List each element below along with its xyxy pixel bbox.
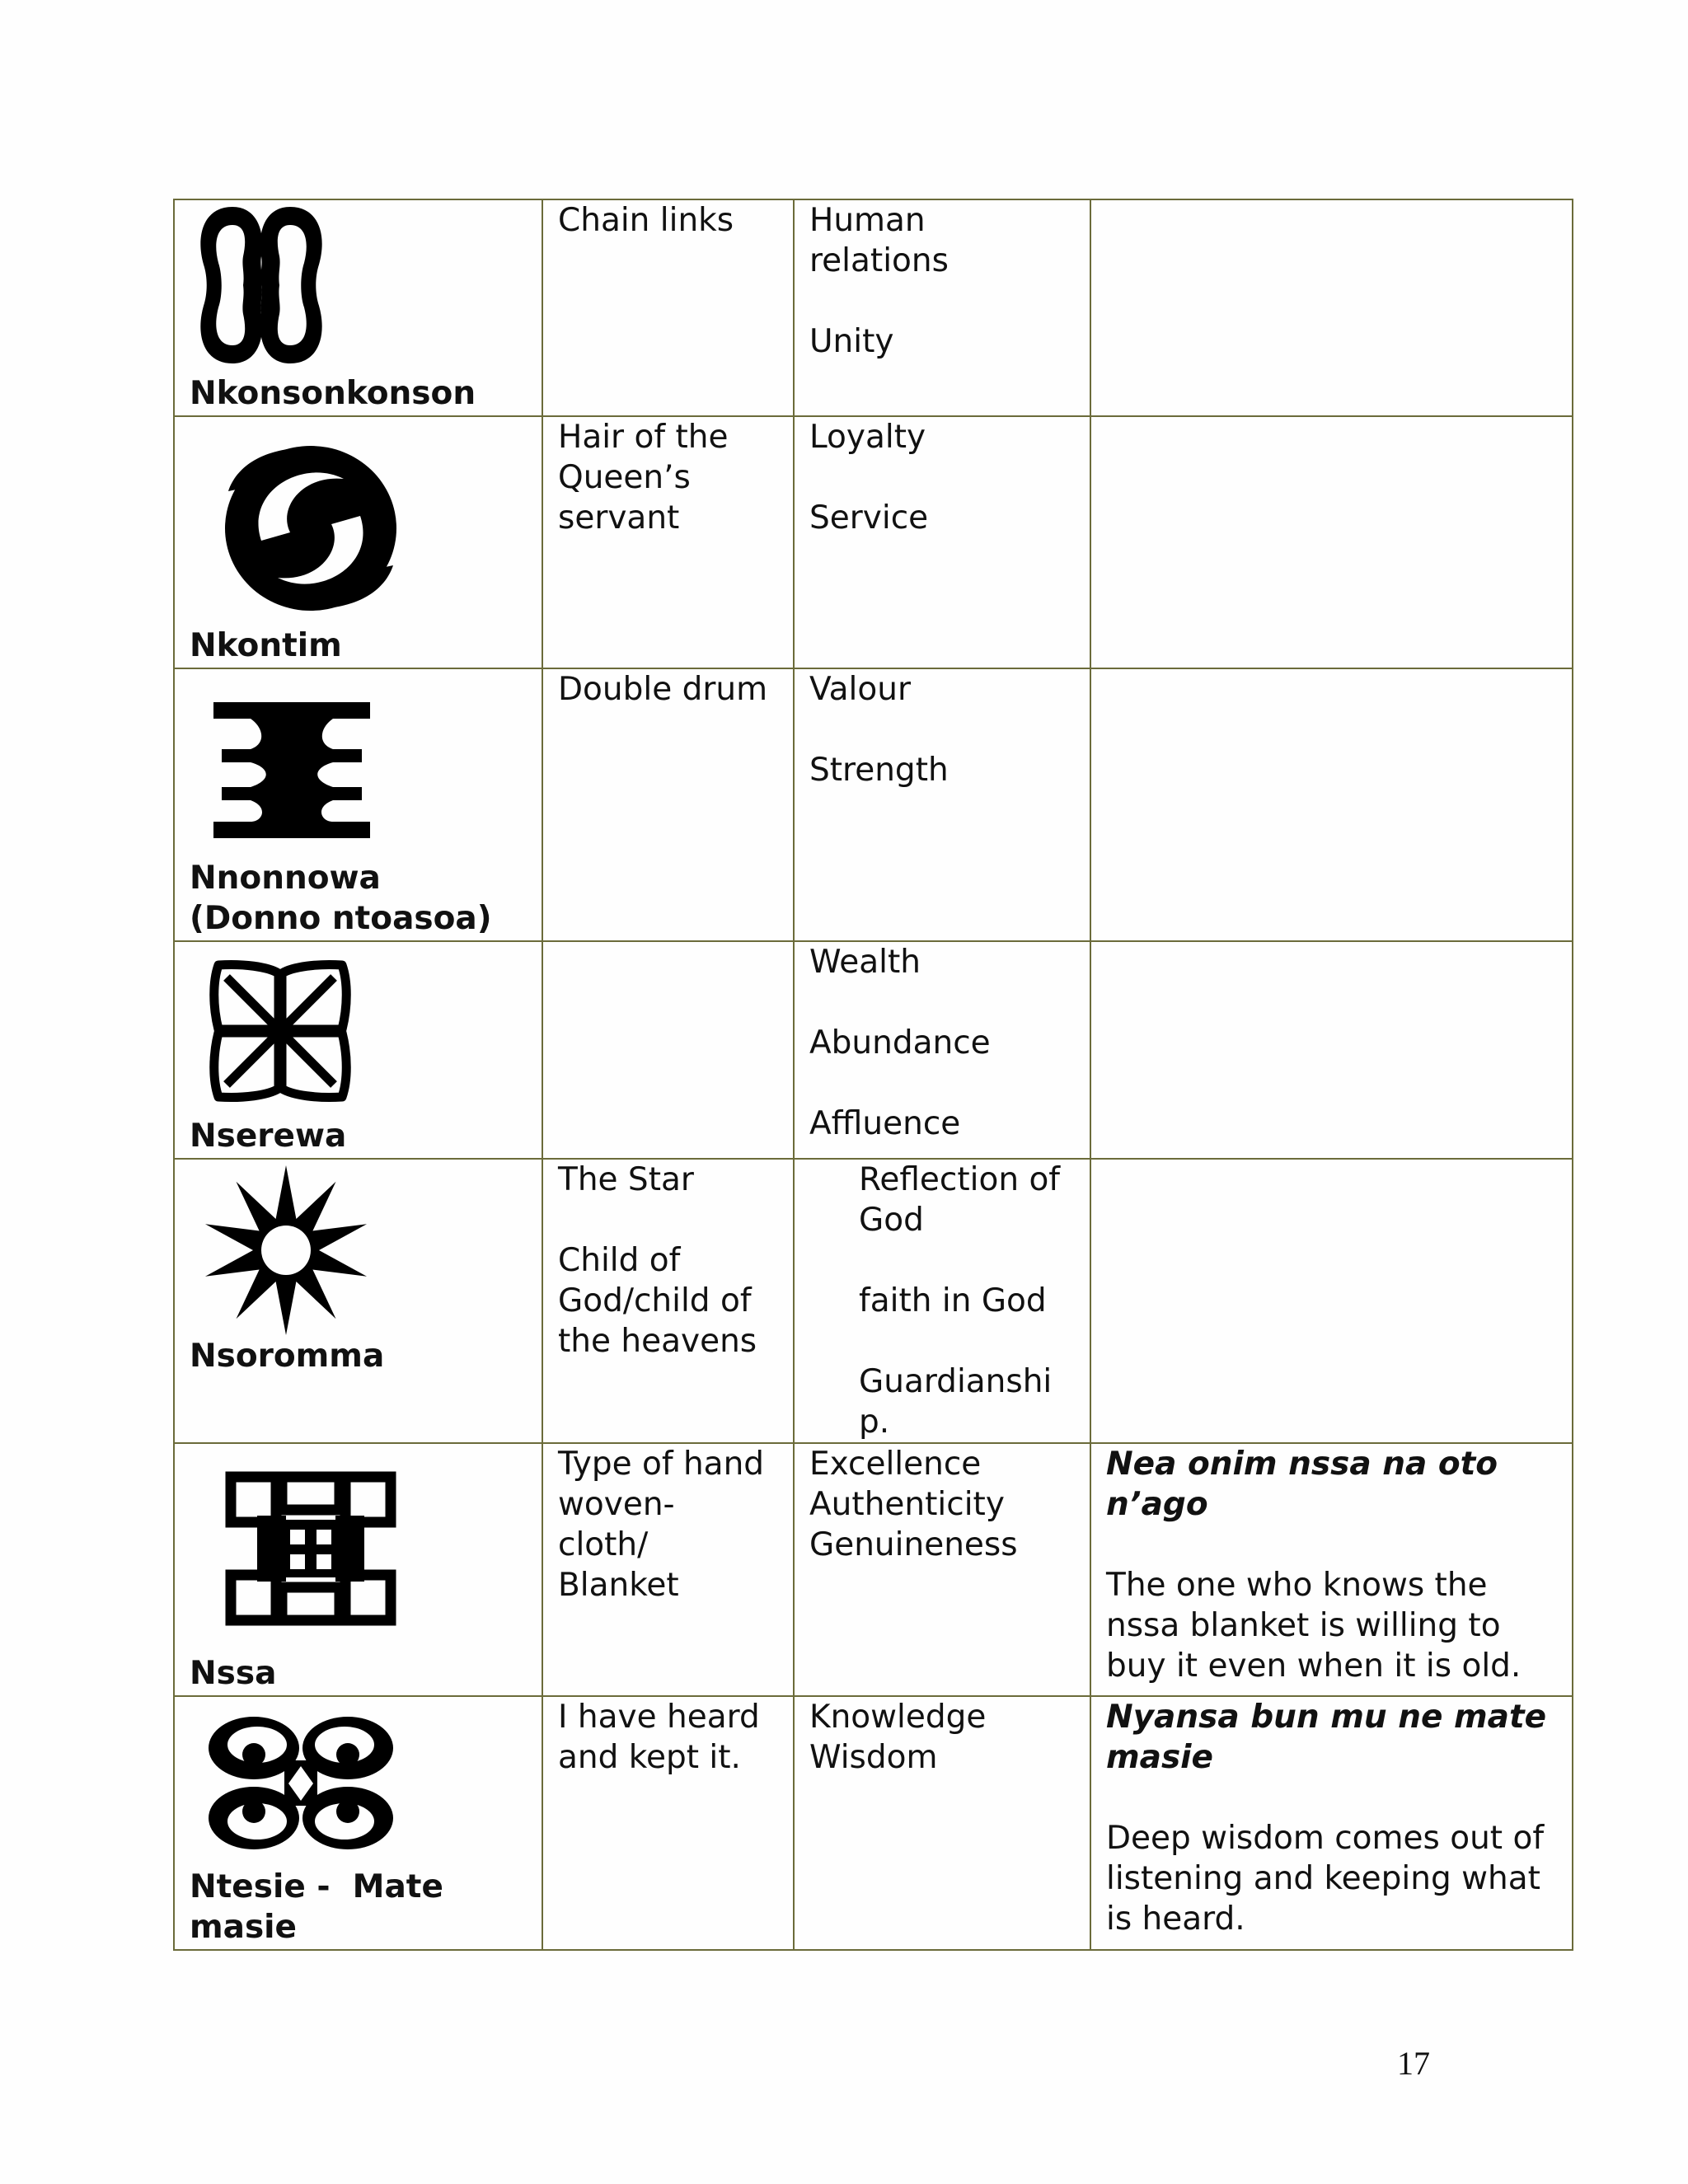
meaning-line: Unity (809, 323, 894, 360)
meaning-line: Human relations (809, 202, 949, 279)
proverb-translation: The one who knows the nssa blanket is willing to buy it even when it is old. (1106, 1567, 1522, 1685)
adinkra-symbols-table (173, 199, 1573, 1951)
chain-links-icon (195, 207, 327, 363)
symbol-cell (174, 668, 542, 941)
star-icon (191, 1164, 381, 1337)
table-row (174, 416, 1573, 668)
literal-meaning: Chain links (558, 202, 734, 239)
proverb-cell (1090, 668, 1573, 941)
four-ears-icon (206, 1715, 396, 1851)
literal-cell (542, 416, 794, 668)
woven-cloth-icon (224, 1470, 397, 1627)
meaning-cell (794, 1443, 1090, 1696)
table-row (174, 1443, 1573, 1696)
symbol-cell (174, 941, 542, 1159)
meaning-line: Knowledge Wisdom (809, 1699, 987, 1776)
literal-meaning: The Star (558, 1161, 694, 1198)
proverb-cell (1090, 416, 1573, 668)
literal-cell (542, 941, 794, 1159)
table-row (174, 1696, 1573, 1950)
meaning-cell (794, 668, 1090, 941)
meaning-line: Valour (809, 671, 911, 708)
proverb-cell (1090, 199, 1573, 416)
table-row (174, 1159, 1573, 1443)
meaning-line: Affluence (809, 1105, 961, 1142)
proverb-cell (1090, 1696, 1573, 1950)
literal-meaning: I have heard and kept it. (558, 1699, 760, 1776)
symbol-cell (174, 1159, 542, 1443)
table-row (174, 199, 1573, 416)
symbol-name: Nnonnowa (Donno ntoasoa) (190, 860, 492, 937)
literal-cell (542, 1443, 794, 1696)
literal-meaning: Hair of the Queen’s servant (558, 419, 729, 537)
literal-meaning-2: Child of God/child of the heavens (558, 1242, 757, 1360)
meaning-cell (794, 416, 1090, 668)
symbol-cell (174, 199, 542, 416)
spiral-hair-icon (212, 442, 410, 615)
meaning-line: Reflection of God (859, 1161, 1061, 1239)
proverb-translation: Deep wisdom comes out of listening and keeping what is heard. (1106, 1820, 1545, 1938)
meaning-line: Strength (809, 752, 949, 789)
proverb-cell (1090, 1159, 1573, 1443)
literal-cell (542, 1696, 794, 1950)
proverb-text: Nyansa bun mu ne mate masie (1106, 1699, 1547, 1776)
symbol-name: Nssa (190, 1655, 277, 1692)
literal-cell (542, 199, 794, 416)
meaning-line: Excellence Authenticity Genuineness (809, 1446, 1018, 1563)
meaning-line: faith in God (859, 1282, 1047, 1319)
literal-meaning: Double drum (558, 671, 768, 708)
literal-cell (542, 1159, 794, 1443)
symbol-name: Ntesie - Mate masie (190, 1868, 443, 1946)
table-row (174, 668, 1573, 941)
meaning-cell (794, 1159, 1090, 1443)
symbol-cell (174, 1443, 542, 1696)
proverb-cell (1090, 941, 1573, 1159)
meaning-line: Service (809, 499, 929, 537)
meaning-cell (794, 941, 1090, 1159)
meaning-line: Wealth (809, 944, 921, 981)
meaning-line: Guardianshi p. (859, 1363, 1053, 1441)
symbol-name: Nkonsonkonson (190, 375, 476, 412)
meaning-cell (794, 199, 1090, 416)
proverb-text: Nea onim nssa na oto n’ago (1106, 1446, 1498, 1523)
symbol-cell (174, 1696, 542, 1950)
proverb-cell (1090, 1443, 1573, 1696)
symbol-cell (174, 416, 542, 668)
meaning-line: Abundance (809, 1024, 991, 1062)
literal-meaning: Type of hand woven- cloth/ Blanket (558, 1446, 765, 1604)
symbol-name: Nkontim (190, 627, 342, 664)
meaning-line: Loyalty (809, 419, 926, 456)
literal-cell (542, 668, 794, 941)
meaning-cell (794, 1696, 1090, 1950)
symbol-name: Nserewa (190, 1118, 347, 1155)
symbol-name: Nsoromma (190, 1338, 385, 1375)
page-number: 17 (1397, 2045, 1430, 2082)
four-leaf-icon (206, 957, 354, 1105)
double-drum-icon (209, 698, 374, 842)
table-row (174, 941, 1573, 1159)
